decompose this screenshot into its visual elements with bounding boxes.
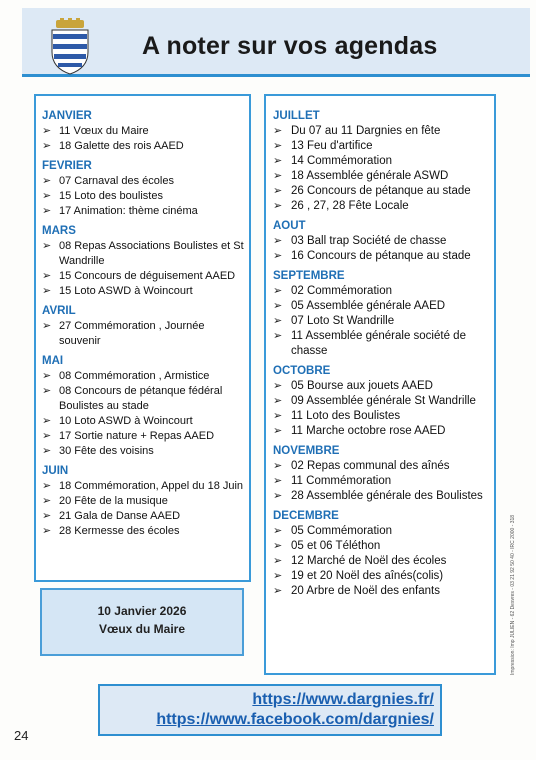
event-text: 08 Commémoration , Armistice (59, 370, 210, 382)
event-list (273, 379, 490, 439)
arrow-bullet-icon: ➢ (42, 480, 52, 492)
arrow-bullet-icon: ➢ (42, 320, 52, 332)
month-heading: MAI (42, 355, 64, 367)
event-item (42, 189, 245, 204)
event-text: 27 Commémoration , Journée souvenir (59, 320, 205, 347)
event-item (42, 319, 245, 349)
arrow-bullet-icon: ➢ (273, 425, 283, 437)
event-text: 11 Commémoration (291, 475, 392, 487)
event-list (42, 124, 245, 154)
arrow-bullet-icon: ➢ (42, 525, 52, 537)
event-text: 12 Marché de Noël des écoles (291, 555, 447, 567)
page-number: 24 (14, 728, 29, 743)
arrow-bullet-icon: ➢ (42, 270, 52, 282)
event-text: 17 Sortie nature + Repas AAED (59, 430, 215, 442)
arrow-bullet-icon: ➢ (273, 395, 283, 407)
month-heading: FEVRIER (42, 160, 92, 172)
event-item (273, 234, 490, 249)
arrow-bullet-icon: ➢ (42, 240, 52, 252)
event-list (42, 239, 245, 299)
event-item (273, 329, 490, 359)
event-item (42, 284, 245, 299)
arrow-bullet-icon: ➢ (273, 585, 283, 597)
event-text: 02 Commémoration (291, 285, 392, 297)
event-text: 08 Concours de pétanque fédéral Boulistes au stade (59, 385, 223, 412)
event-item (273, 184, 490, 199)
arrow-bullet-icon: ➢ (273, 200, 283, 212)
facebook-link[interactable]: https://www.facebook.com/dargnies/ (156, 711, 434, 728)
event-item (273, 489, 490, 504)
arrow-bullet-icon: ➢ (273, 490, 283, 502)
links-box (98, 684, 442, 736)
agenda-box-first-half (34, 94, 251, 582)
event-item (42, 494, 245, 509)
event-text: 20 Fête de la musique (59, 495, 168, 507)
month-heading: SEPTEMBRE (273, 270, 345, 282)
event-list (42, 319, 245, 349)
event-item (42, 429, 245, 444)
event-item (273, 169, 490, 184)
event-list (273, 234, 490, 264)
event-text: 07 Loto St Wandrille (291, 315, 395, 327)
month-heading: JUILLET (273, 110, 320, 122)
arrow-bullet-icon: ➢ (273, 185, 283, 197)
event-text: 20 Arbre de Noël des enfants (291, 585, 440, 597)
agenda-list-second-half (273, 104, 490, 599)
arrow-bullet-icon: ➢ (273, 250, 283, 262)
event-item (42, 139, 245, 154)
month-heading: AVRIL (42, 305, 76, 317)
event-text: 11 Loto des Boulistes (291, 410, 401, 422)
event-text: 05 Bourse aux jouets AAED (291, 380, 433, 392)
event-list (42, 174, 245, 219)
event-item (273, 459, 490, 474)
event-text: 15 Loto des boulistes (59, 190, 163, 202)
arrow-bullet-icon: ➢ (42, 430, 52, 442)
event-text: 07 Carnaval des écoles (59, 175, 174, 187)
event-text: 08 Repas Associations Boulistes et St Wandrille (59, 240, 244, 267)
page-header (22, 8, 530, 77)
event-text: 14 Commémoration (291, 155, 392, 167)
event-text: 03 Ball trap Société de chasse (291, 235, 447, 247)
event-item (42, 369, 245, 384)
event-text: 30 Fête des voisins (59, 445, 154, 457)
printer-credit: Impression: Imp JULIEN - 62 Desvres - 03 21 92 50 40 - IRC 2000 - 318 (510, 514, 516, 675)
event-item (273, 284, 490, 299)
event-item (273, 124, 490, 139)
event-item (42, 444, 245, 459)
event-item (42, 124, 245, 139)
arrow-bullet-icon: ➢ (42, 510, 52, 522)
arrow-bullet-icon: ➢ (42, 385, 52, 397)
event-item (42, 204, 245, 219)
event-text: 16 Concours de pétanque au stade (291, 250, 471, 262)
arrow-bullet-icon: ➢ (42, 285, 52, 297)
event-item (273, 299, 490, 314)
arrow-bullet-icon: ➢ (42, 125, 52, 137)
event-text: 28 Kermesse des écoles (59, 525, 180, 537)
arrow-bullet-icon: ➢ (42, 415, 52, 427)
event-item (42, 384, 245, 414)
arrow-bullet-icon: ➢ (42, 205, 52, 217)
event-text: 11 Marche octobre rose AAED (291, 425, 446, 437)
arrow-bullet-icon: ➢ (42, 140, 52, 152)
event-text: 15 Concours de déguisement AAED (59, 270, 236, 282)
event-text: 26 , 27, 28 Fête Locale (291, 200, 409, 212)
arrow-bullet-icon: ➢ (42, 445, 52, 457)
event-item (273, 474, 490, 489)
event-text: Du 07 au 11 Dargnies en fête (291, 125, 441, 137)
arrow-bullet-icon: ➢ (273, 525, 283, 537)
month-heading: JUIN (42, 465, 69, 477)
arrow-bullet-icon: ➢ (273, 125, 283, 137)
arrow-bullet-icon: ➢ (273, 155, 283, 167)
agenda-list-first-half (42, 104, 245, 539)
page-title: A noter sur vos agendas (142, 32, 438, 60)
event-text: 28 Assemblée générale des Boulistes (291, 490, 483, 502)
arrow-bullet-icon: ➢ (273, 540, 283, 552)
event-text: 05 et 06 Téléthon (291, 540, 381, 552)
event-item (273, 379, 490, 394)
arrow-bullet-icon: ➢ (273, 570, 283, 582)
event-item (273, 154, 490, 169)
event-list (273, 459, 490, 504)
arrow-bullet-icon: ➢ (273, 170, 283, 182)
event-text: 26 Concours de pétanque au stade (291, 185, 471, 197)
event-text: 09 Assemblée générale St Wandrille (291, 395, 476, 407)
event-text: 13 Feu d'artifice (291, 140, 373, 152)
event-item (273, 199, 490, 214)
event-item (273, 139, 490, 154)
arrow-bullet-icon: ➢ (273, 475, 283, 487)
event-text: 15 Loto ASWD à Woincourt (59, 285, 193, 297)
month-heading: DECEMBRE (273, 510, 339, 522)
arrow-bullet-icon: ➢ (273, 380, 283, 392)
arrow-bullet-icon: ➢ (273, 140, 283, 152)
highlight-notice (40, 588, 244, 656)
coat-of-arms-icon (48, 18, 92, 76)
event-item (273, 584, 490, 599)
month-heading: NOVEMBRE (273, 445, 340, 457)
arrow-bullet-icon: ➢ (42, 190, 52, 202)
arrow-bullet-icon: ➢ (273, 410, 283, 422)
event-item (42, 414, 245, 429)
event-list (42, 369, 245, 459)
event-item (42, 174, 245, 189)
event-item (42, 479, 245, 494)
event-text: 10 Loto ASWD à Woincourt (59, 415, 193, 427)
arrow-bullet-icon: ➢ (42, 175, 52, 187)
arrow-bullet-icon: ➢ (42, 495, 52, 507)
event-item (273, 424, 490, 439)
arrow-bullet-icon: ➢ (273, 460, 283, 472)
website-link[interactable]: https://www.dargnies.fr/ (252, 691, 434, 708)
event-text: 21 Gala de Danse AAED (59, 510, 181, 522)
month-heading: OCTOBRE (273, 365, 331, 377)
event-text: 11 Assemblée générale société de chasse (291, 330, 466, 357)
arrow-bullet-icon: ➢ (273, 330, 283, 342)
event-item (273, 554, 490, 569)
event-item (273, 569, 490, 584)
event-list (273, 524, 490, 599)
event-item (273, 314, 490, 329)
arrow-bullet-icon: ➢ (273, 235, 283, 247)
event-text: 05 Assemblée générale AAED (291, 300, 446, 312)
event-text: 05 Commémoration (291, 525, 392, 537)
arrow-bullet-icon: ➢ (273, 555, 283, 567)
event-list (273, 124, 490, 214)
arrow-bullet-icon: ➢ (42, 370, 52, 382)
event-text: 02 Repas communal des aînés (291, 460, 450, 472)
event-item (42, 509, 245, 524)
event-text: 11 Vœux du Maire (59, 125, 149, 137)
event-list (273, 284, 490, 359)
notice-date: 10 Janvier 2026 (97, 604, 187, 618)
event-item (42, 269, 245, 284)
arrow-bullet-icon: ➢ (273, 300, 283, 312)
event-text: 18 Assemblée générale ASWD (291, 170, 449, 182)
event-text: 18 Commémoration, Appel du 18 Juin (59, 480, 244, 492)
event-list (42, 479, 245, 539)
arrow-bullet-icon: ➢ (273, 285, 283, 297)
event-text: 18 Galette des rois AAED (59, 140, 184, 152)
month-heading: AOUT (273, 220, 306, 232)
event-text: 19 et 20 Noël des aînés(colis) (291, 570, 444, 582)
arrow-bullet-icon: ➢ (273, 315, 283, 327)
agenda-box-second-half (264, 94, 496, 675)
event-item (42, 239, 245, 269)
event-text: 17 Animation: thème cinéma (59, 205, 198, 217)
month-heading: JANVIER (42, 110, 92, 122)
event-item (273, 409, 490, 424)
event-item (273, 539, 490, 554)
event-item (273, 394, 490, 409)
notice-event: Vœux du Maire (98, 622, 185, 636)
event-item (273, 249, 490, 264)
month-heading: MARS (42, 225, 76, 237)
event-item (42, 524, 245, 539)
event-item (273, 524, 490, 539)
